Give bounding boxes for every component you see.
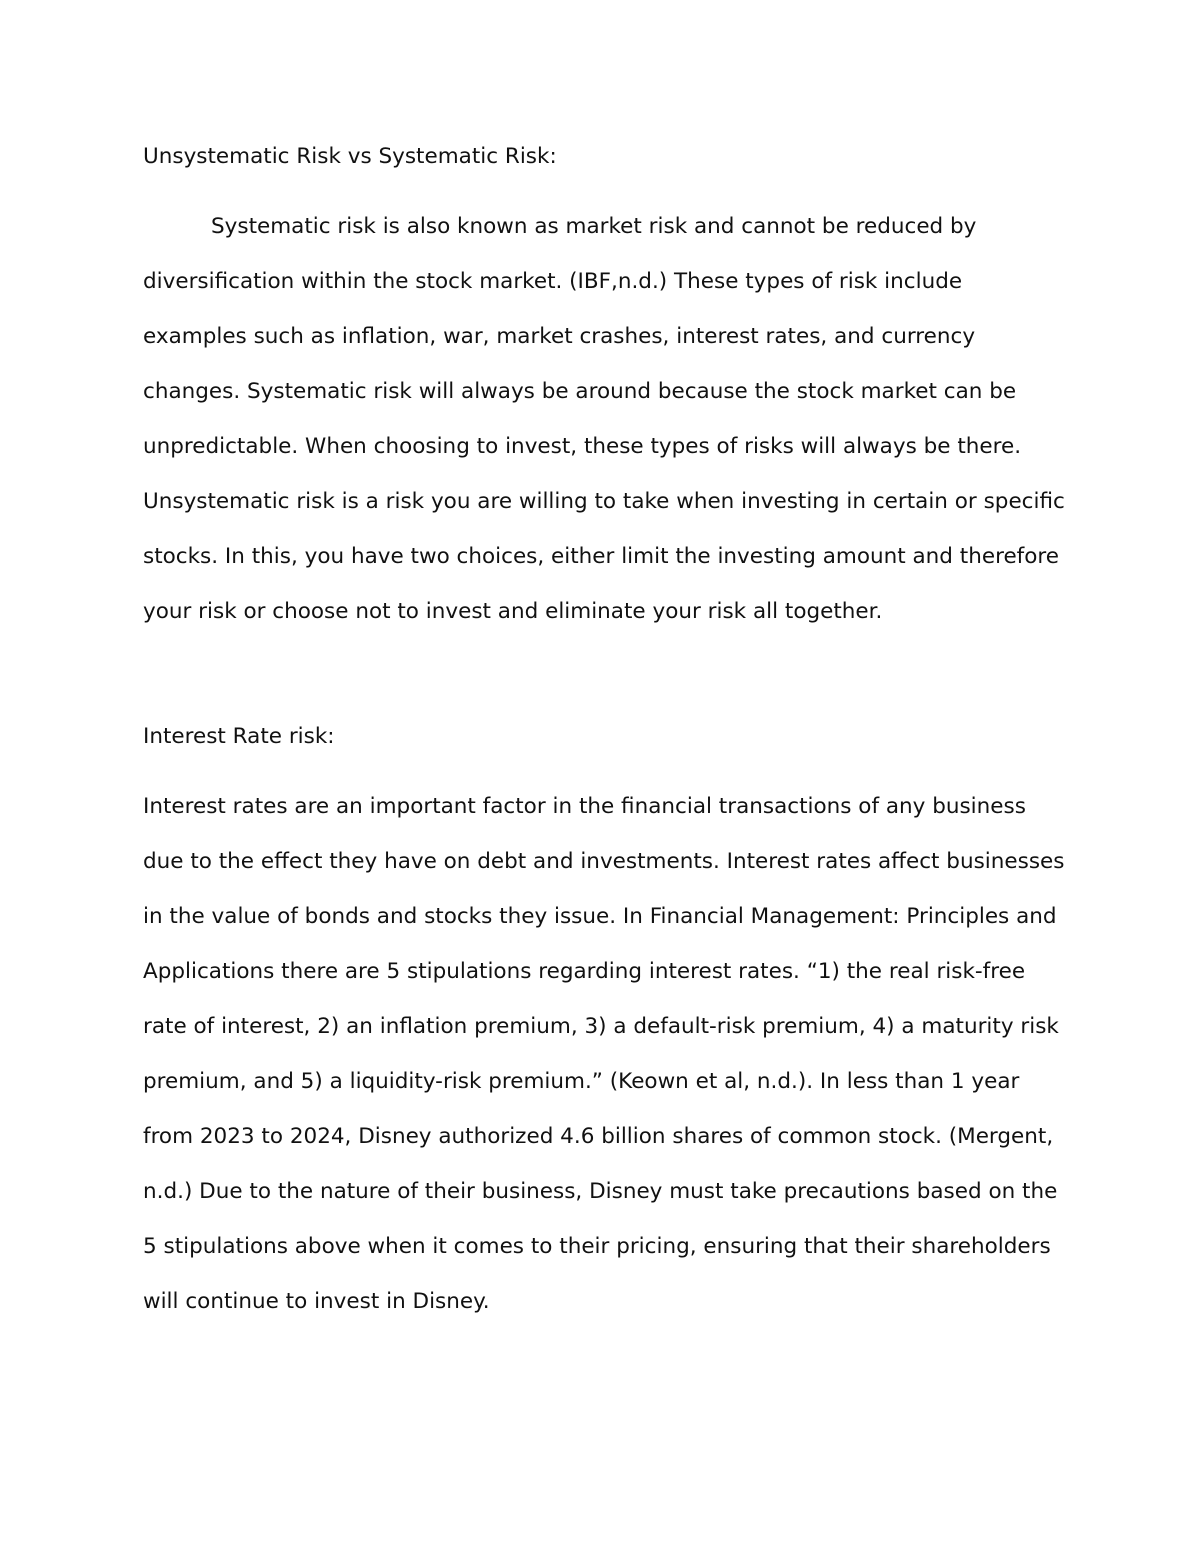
section-heading-interest-rate-risk: Interest Rate risk: (143, 724, 335, 749)
paragraph-interest-rate-risk: Interest rates are an important factor in the financial transactions of any business due to the effect they have on debt and investments. Interest rates affect businesses in the value of bonds and stocks they issue. In Financial Management: Principles and Applications there are 5 stipulations regarding interest rates. “1) the real risk-free rate of interest, 2) an inflation premium, 3) a default-risk premium, 4) a maturity risk premium, and 5) a liquidity-risk premium.” (Keown et al, n.d.). In less than 1 year from 2023 to 2024, Disney authorized 4.6 billion shares of common stock. (Mergent, n.d.) Due to the nature of their business, Disney must take precautions based on the 5 stipulations above when it comes to their pricing, ensuring that their shareholders will continue to invest in Disney. (143, 794, 1065, 1314)
paragraph-systematic-risk: Systematic risk is also known as market risk and cannot be reduced by diversification within the stock market. (IBF,n.d.) These types of risk include examples such as inflation, war, market crashes, interest rates, and currency changes. Systematic risk will always be around because the stock market can be unpredictable. When choosing to invest, these types of risks will always be there. Unsystematic risk is a risk you are willing to take when investing in certain or specific stocks. In this, you have two choices, either limit the investing amount and therefore your risk or choose not to invest and eliminate your risk all together. (143, 214, 1065, 624)
section-heading-unsystematic-vs-systematic-risk: Unsystematic Risk vs Systematic Risk: (143, 144, 557, 169)
